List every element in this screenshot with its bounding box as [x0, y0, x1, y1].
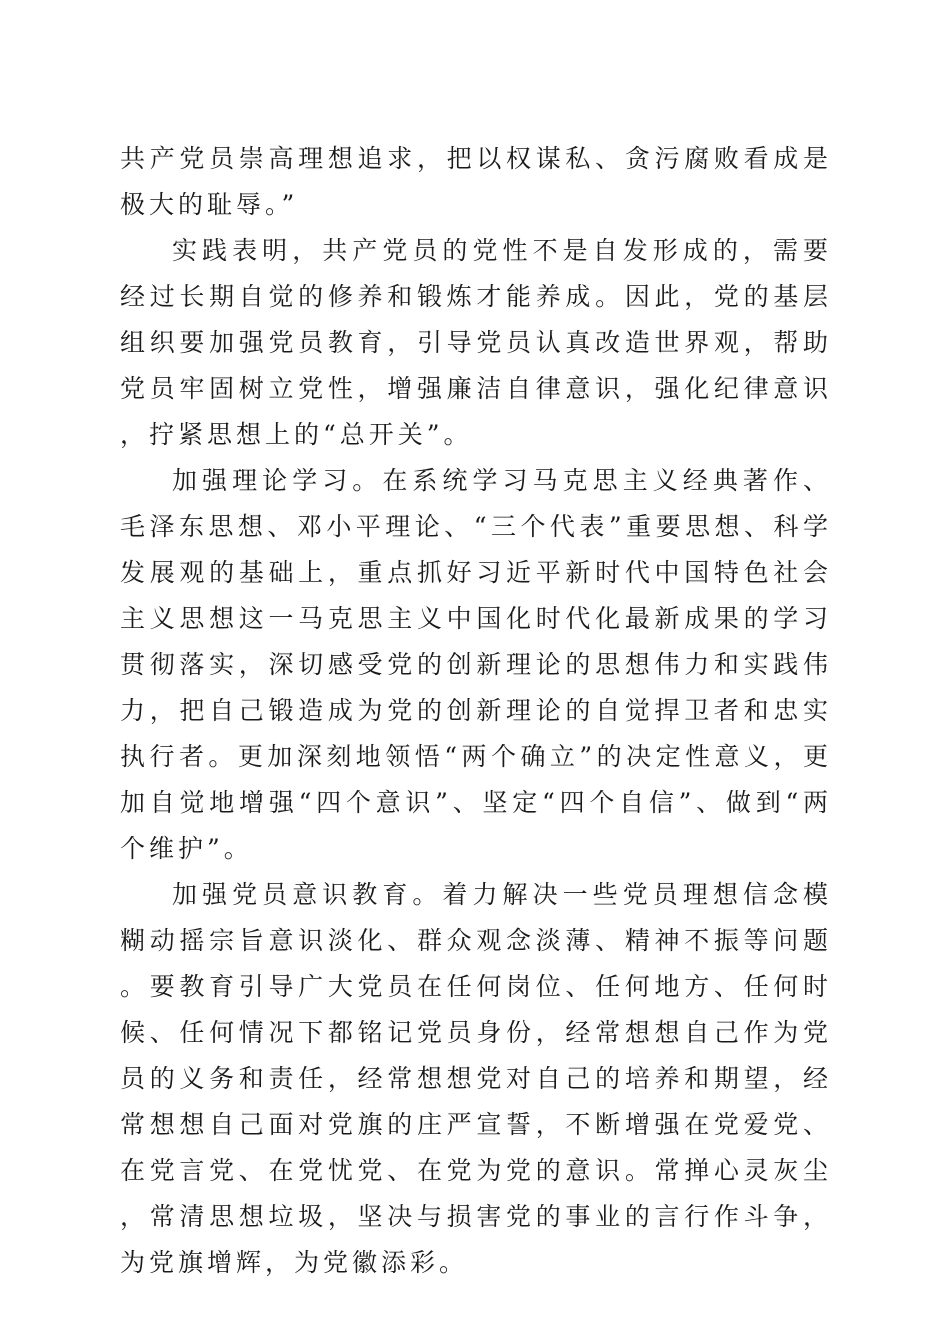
paragraph-party-awareness: 加强党员意识教育。着力解决一些党员理想信念模糊动摇宗旨意识淡化、群众观念淡薄、精神不振等问题。要教育引导广大党员在任何岗位、任何地方、任何时候、任何情况下都铭记党员身份，经常想想自己作为党员的义务和责任，经常想想党对自己的培养和期望，经常想想自己面对党旗的庄严宣誓，不断增强在党爱党、在党言党、在党忧党、在党为党的意识。常掸心灵灰尘，常清思想垃圾，坚决与损害党的事业的言行作斗争，为党旗增辉，为党徽添彩。: [120, 880, 832, 1277]
document-body: [120, 136, 832, 1286]
paragraph-practice: 实践表明，共产党员的党性不是自发形成的，需要经过长期自觉的修养和锻炼才能养成。因此，党的基层组织要加强党员教育，引导党员认真改造世界观，帮助党员牢固树立党性，增强廉洁自律意识，强化纪律意识，拧紧思想上的“总开关”。: [120, 236, 832, 449]
paragraph-continuation: 共产党员崇高理想追求，把以权谋私、贪污腐败看成是极大的耻辱。”: [120, 144, 832, 219]
paragraph-theory-study: 加强理论学习。在系统学习马克思主义经典著作、毛泽东思想、邓小平理论、“三个代表”重要思想、科学发展观的基础上，重点抓好习近平新时代中国特色社会主义思想这一马克思主义中国化时代化最新成果的学习贯彻落实，深切感受党的创新理论的思想伟力和实践伟力，把自己锻造成为党的创新理论的自觉捍卫者和忠实执行者。更加深刻地领悟“两个确立”的决定性意义，更加自觉地增强“四个意识”、坚定“四个自信”、做到“两个维护”。: [120, 466, 832, 863]
